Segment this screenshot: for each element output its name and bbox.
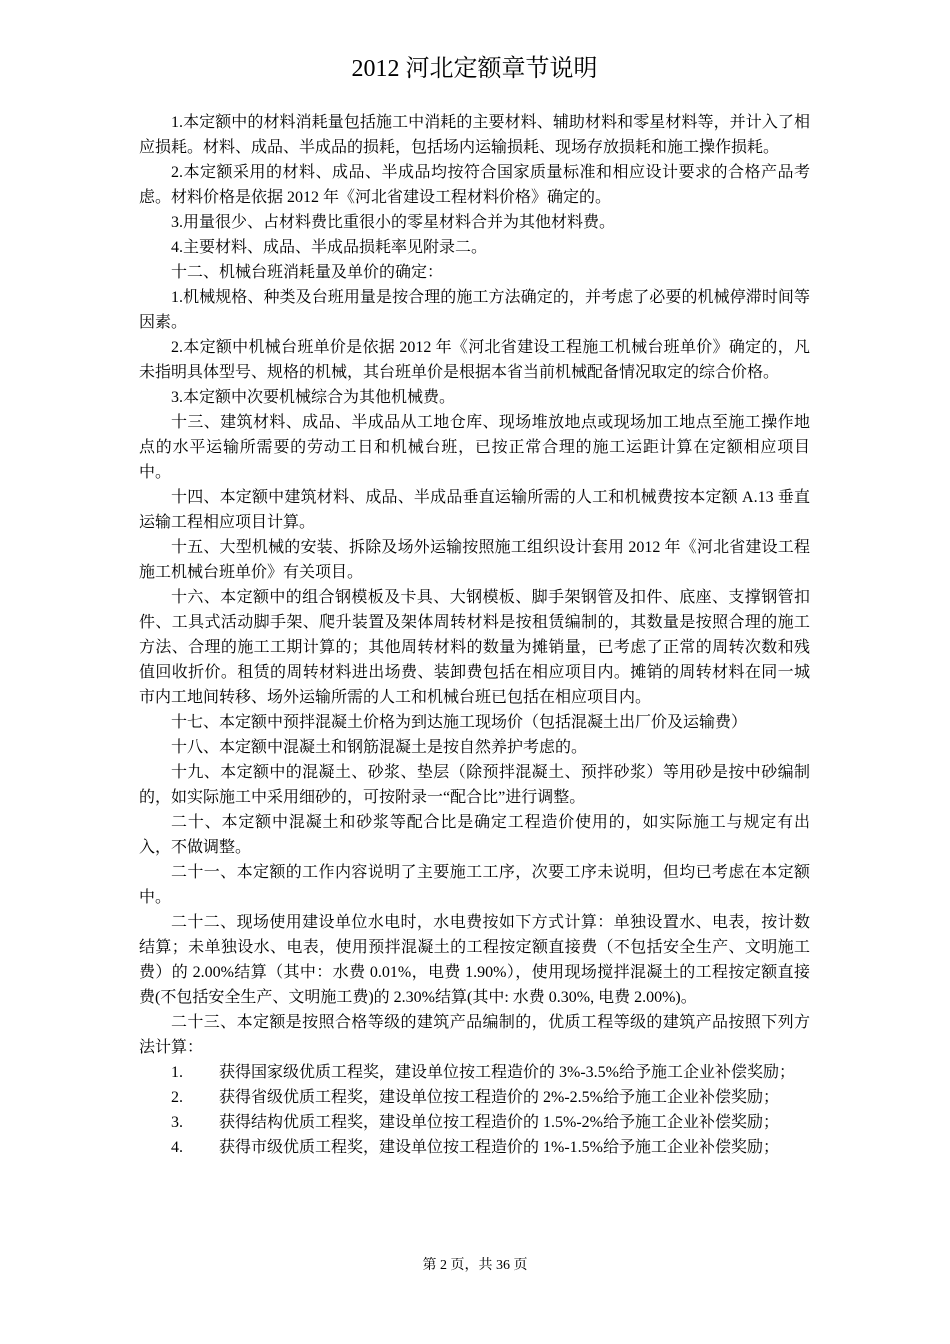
list-item xyxy=(171,1110,810,1135)
section-heading: 十二、机械台班消耗量及单价的确定： xyxy=(171,264,444,281)
list-item-text: 获得结构优质工程奖，建设单位按工程造价的 1.5%-2%给予施工企业补偿奖励； xyxy=(219,1114,779,1131)
paragraph: 2.本定额中机械台班单价是依据 2012 年《河北省建设工程施工机械台班单价》确定的，凡未指明具体型号、规格的机械，其台班单价是根据本省当前机械配备情况取定的综合价格。 xyxy=(139,339,810,381)
list-item-text: 获得国家级优质工程奖，建设单位按工程造价的 3%-3.5%给予施工企业补偿奖励； xyxy=(219,1064,795,1081)
list-item xyxy=(171,1135,810,1160)
list-item-number: 3. xyxy=(171,1114,183,1131)
paragraph: 十六、本定额中的组合钢模板及卡具、大钢模板、脚手架钢管及扣件、底座、支撑钢管扣件、工具式活动脚手架、爬升装置及架体周转材料是按租赁编制的，其数量是按照合理的施工方法、合理的施工工期计算的；其他周转材料的数量为摊销量，已考虑了正常的周转次数和残值回收折价。租赁的周转材料进出场费、装卸费包括在相应项目内。摊销的周转材料在同一城市内工地间转移、场外运输所需的人工和机械台班已包括在相应项目内。 xyxy=(139,589,810,706)
list-item xyxy=(171,1060,810,1085)
list-item-text: 获得市级优质工程奖，建设单位按工程造价的 1%-1.5%给予施工企业补偿奖励； xyxy=(219,1139,779,1156)
paragraph: 十九、本定额中的混凝土、砂浆、垫层（除预拌混凝土、预拌砂浆）等用砂是按中砂编制的，如实际施工中采用细砂的，可按附录一“配合比”进行调整。 xyxy=(139,764,810,806)
list-item-number: 1. xyxy=(171,1064,183,1081)
paragraph: 十七、本定额中预拌混凝土价格为到达施工现场价（包括混凝土出厂价及运输费） xyxy=(171,714,748,731)
paragraph: 十三、建筑材料、成品、半成品从工地仓库、现场堆放地点或现场加工地点至施工操作地点的水平运输所需要的劳动工日和机械台班，已按正常合理的施工运距计算在定额相应项目中。 xyxy=(139,414,810,481)
page-footer: 第 2 页，共 36 页 xyxy=(422,1258,528,1273)
paragraph: 二十一、本定额的工作内容说明了主要施工工序，次要工序未说明，但均已考虑在本定额中。 xyxy=(139,864,810,906)
paragraph: 3.用量很少、占材料费比重很小的零星材料合并为其他材料费。 xyxy=(171,214,616,231)
paragraph: 十四、本定额中建筑材料、成品、半成品垂直运输所需的人工和机械费按本定额 A.13 垂直运输工程相应项目计算。 xyxy=(139,489,810,531)
list-item xyxy=(171,1085,810,1110)
paragraph: 1.本定额中的材料消耗量包括施工中消耗的主要材料、辅助材料和零星材料等，并计入了相应损耗。材料、成品、半成品的损耗，包括场内运输损耗、现场存放损耗和施工操作损耗。 xyxy=(139,114,810,156)
paragraph: 1.机械规格、种类及台班用量是按合理的施工方法确定的，并考虑了必要的机械停滞时间等因素。 xyxy=(139,289,810,331)
paragraph: 十五、大型机械的安装、拆除及场外运输按照施工组织设计套用 2012 年《河北省建设工程施工机械台班单价》有关项目。 xyxy=(139,539,810,581)
page-title: 2012 河北定额章节说明 xyxy=(351,56,598,82)
paragraph: 二十二、现场使用建设单位水电时，水电费按如下方式计算：单独设置水、电表，按计数结算；未单独设水、电表，使用预拌混凝土的工程按定额直接费（不包括安全生产、文明施工费）的 2.00%结算（其中：水费 0.01%，电费 1.90%），使用现场搅拌混凝土的工程按定额直接费(不包括安全生产、文明施工费)的 2.30%结算(其中: 水费 0.30%, 电费 2.00%)。 xyxy=(139,914,810,1006)
paragraph: 十八、本定额中混凝土和钢筋混凝土是按自然养护考虑的。 xyxy=(171,739,588,756)
document-body xyxy=(139,110,810,1160)
list-item-number: 4. xyxy=(171,1139,183,1156)
paragraph: 二十三、本定额是按照合格等级的建筑产品编制的，优质工程等级的建筑产品按照下列方法计算： xyxy=(139,1014,810,1056)
paragraph: 4.主要材料、成品、半成品损耗率见附录二。 xyxy=(171,239,488,256)
paragraph: 二十、本定额中混凝土和砂浆等配合比是确定工程造价使用的，如实际施工与规定有出入，不做调整。 xyxy=(139,814,810,856)
list-item-number: 2. xyxy=(171,1089,183,1106)
paragraph: 2.本定额采用的材料、成品、半成品均按符合国家质量标准和相应设计要求的合格产品考虑。材料价格是依据 2012 年《河北省建设工程材料价格》确定的。 xyxy=(139,164,810,206)
list-item-text: 获得省级优质工程奖，建设单位按工程造价的 2%-2.5%给予施工企业补偿奖励； xyxy=(219,1089,779,1106)
paragraph: 3.本定额中次要机械综合为其他机械费。 xyxy=(171,389,456,406)
